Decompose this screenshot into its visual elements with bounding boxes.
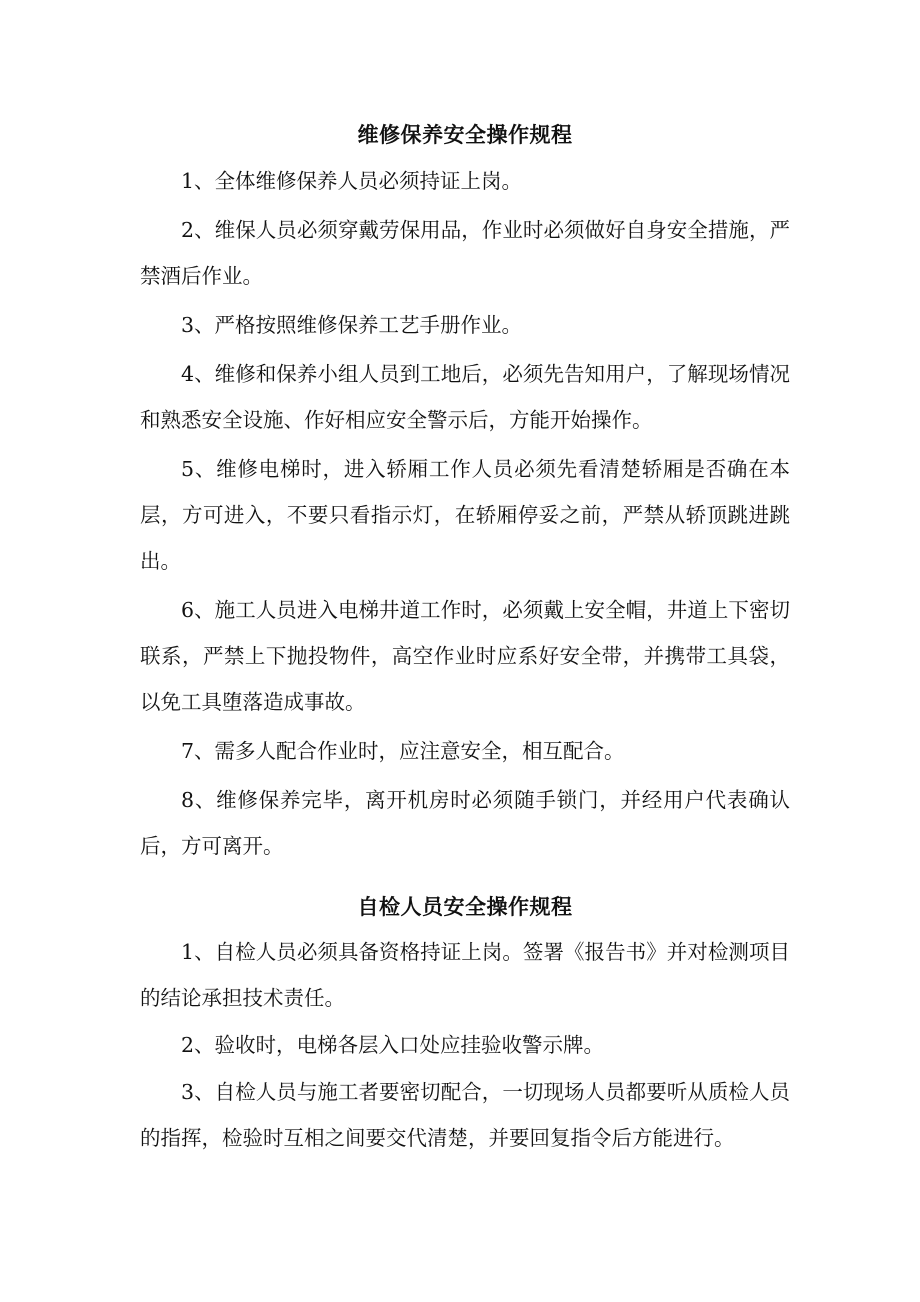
- section-inspector-safety: [140, 886, 790, 1161]
- rule-item: 6、施工人员进入电梯井道工作时，必须戴上安全帽，井道上下密切联系，严禁上下抛投物件，高空作业时应系好安全带，并携带工具袋，以免工具堕落造成事故。: [140, 598, 790, 714]
- section-title: 维修保养安全操作规程: [357, 122, 573, 147]
- rule-item: 5、维修电梯时，进入轿厢工作人员必须先看清楚轿厢是否确在本层，方可进入，不要只看指示灯，在轿厢停妥之前，严禁从轿顶跳进跳出。: [140, 457, 790, 573]
- rule-item: 2、维保人员必须穿戴劳保用品，作业时必须做好自身安全措施，严禁酒后作业。: [140, 218, 790, 288]
- section-title: 自检人员安全操作规程: [357, 894, 573, 919]
- rule-item: 3、自检人员与施工者要密切配合，一切现场人员都要听从质检人员的指挥，检验时互相之间要交代清楚，并要回复指令后方能进行。: [140, 1080, 790, 1150]
- section-maintenance-safety: [140, 114, 790, 869]
- rule-item: 8、维修保养完毕，离开机房时必须随手锁门，并经用户代表确认后，方可离开。: [140, 788, 790, 858]
- rule-item: 1、自检人员必须具备资格持证上岗。签署《报告书》并对检测项目的结论承担技术责任。: [140, 940, 790, 1010]
- rule-item: 2、验收时，电梯各层入口处应挂验收警示牌。: [181, 1033, 605, 1057]
- rule-item: 3、严格按照维修保养工艺手册作业。: [181, 313, 523, 337]
- rule-item: 1、全体维修保养人员必须持证上岗。: [181, 169, 523, 193]
- rule-item: 4、维修和保养小组人员到工地后，必须先告知用户，了解现场情况和熟悉安全设施、作好相应安全警示后，方能开始操作。: [140, 362, 790, 432]
- rule-item: 7、需多人配合作业时，应注意安全，相互配合。: [181, 739, 625, 763]
